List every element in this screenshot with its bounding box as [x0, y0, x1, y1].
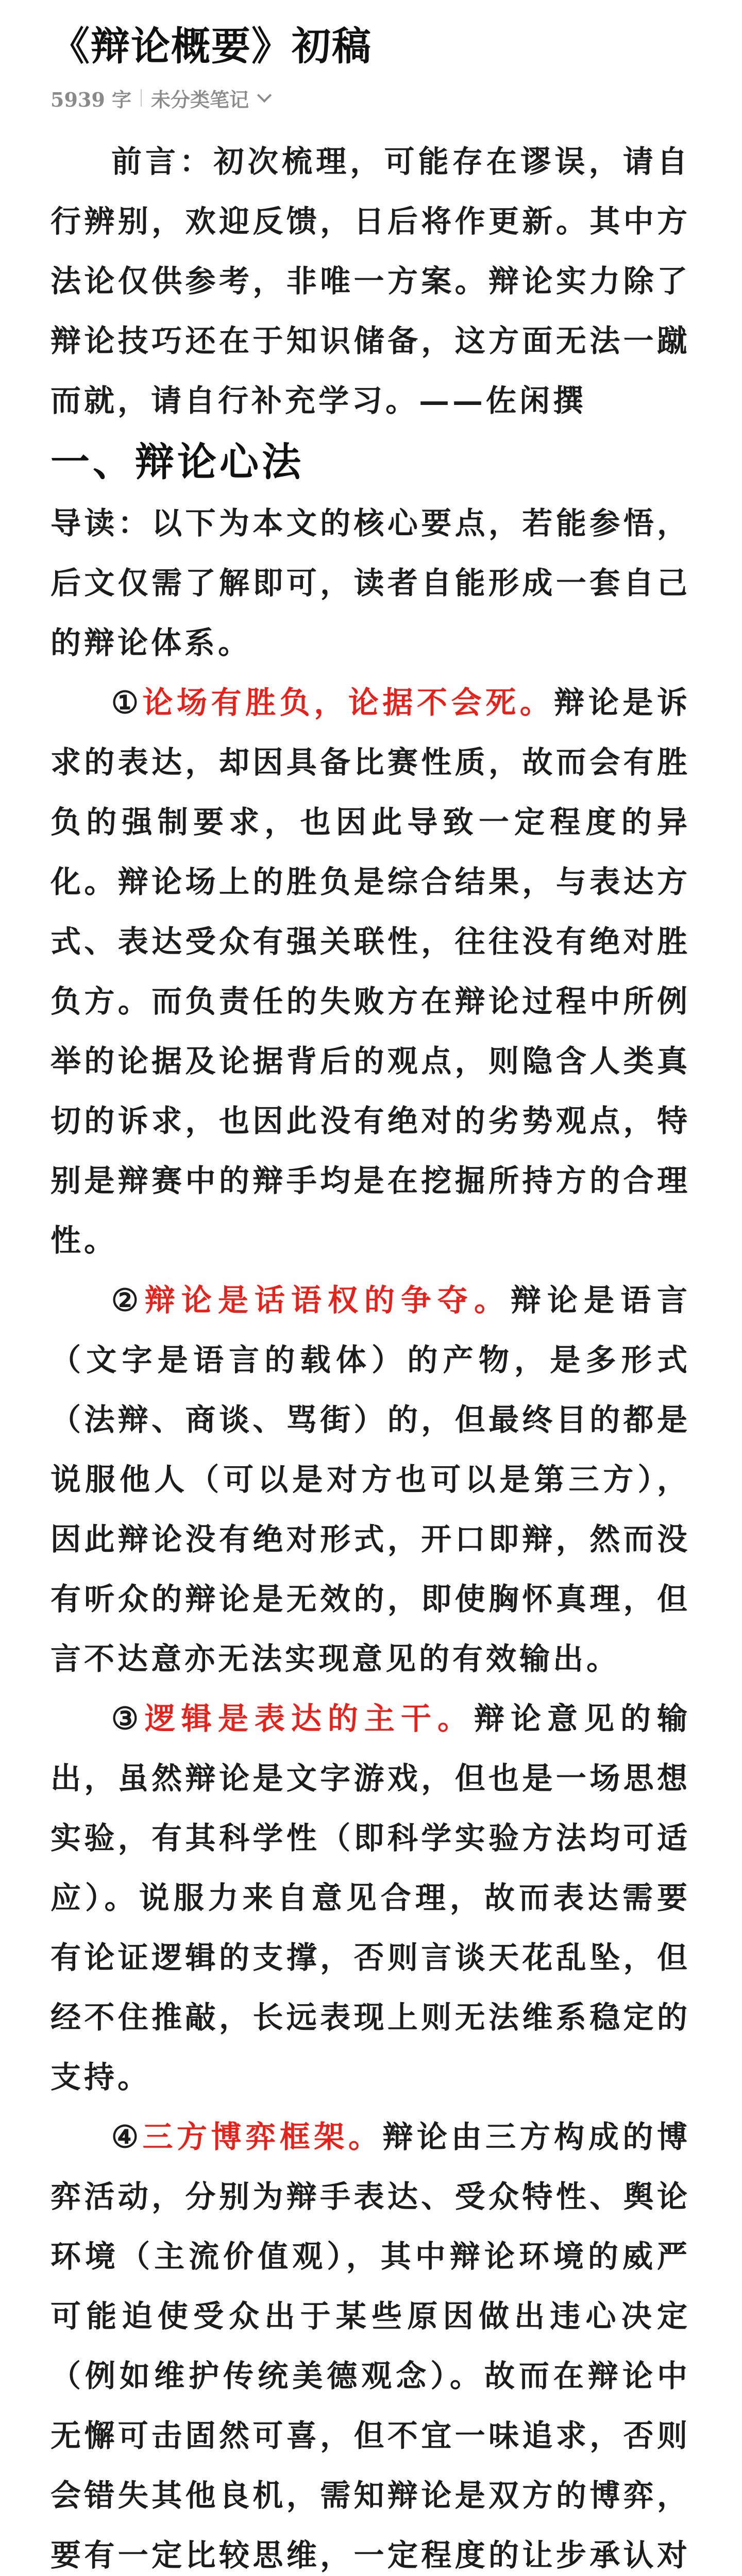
point-title: 辩论是话语权的争夺。: [144, 1282, 511, 1318]
point-title: 三方博弈框架。: [142, 2119, 383, 2155]
preface-paragraph: 前言：初次梳理，可能存在谬误，请自行辨别，欢迎反馈，日后将作更新。其中方法论仅供参考，非唯一方案。辩论实力除了辩论技巧还在于知识储备，这方面无法一蹴而就，请自行补充学习。——佐闲撰: [50, 144, 690, 418]
word-count: 5939 字: [50, 88, 131, 111]
section-heading: 一、辩论心法: [50, 439, 304, 485]
point-title: 论场有胜负，论据不会死。: [142, 685, 554, 720]
lead-paragraph: [50, 494, 690, 673]
lead-label: 导读：: [50, 505, 152, 541]
point-text: 辩论由三方构成的博弈活动，分别为辩手表达、受众特性、舆论环境（主流价值观），其中辩论环境的威严可能迫使受众出于某些原因做出违心决定（例如维护传统美德观念）。故而在辩论中无懈可击固然可喜，但不宜一味追求，否则会错失其他良机，需知辩论是双方的博弈，要有一定比较思维，一定程度的让步承认对: [50, 2119, 690, 2573]
point-paragraph: [50, 2107, 690, 2576]
point-text: 辩论是语言（文字是语言的载体）的产物，是多形式（法辩、商谈、骂街）的，但最终目的都是说服他人（可以是对方也可以是第三方），因此辩论没有绝对形式，开口即辩，然而没有听众的辩论是无效的，即使胸怀真理，但言不达意亦无法实现意见的有效输出。: [50, 1282, 690, 1676]
point-paragraph: [50, 1270, 690, 1689]
point-paragraph: [50, 673, 690, 1270]
point-number: ④: [111, 2119, 143, 2155]
point-number: ②: [111, 1282, 145, 1318]
note-title[interactable]: 《辩论概要》初稿: [50, 23, 372, 69]
point-number: ③: [111, 1701, 145, 1736]
meta-divider: [141, 89, 142, 107]
note-body[interactable]: [50, 132, 690, 2576]
point-text: 辩论意见的输出，虽然辩论是文字游戏，但也是一场思想实验，有其科学性（即科学实验方法均可适应）。说服力来自意见合理，故而表达需要有论证逻辑的支撑，否则言谈天花乱坠，但经不住推敲，长远表现上则无法维系稳定的支持。: [50, 1701, 690, 2095]
folder-label: 未分类笔记: [151, 88, 249, 111]
point-number: ①: [111, 685, 143, 720]
lead-text: 以下为本文的核心要点，若能参悟，后文仅需了解即可，读者自能形成一套自己的辩论体系。: [50, 505, 690, 660]
point-text: 辩论是诉求的表达，却因具备比赛性质，故而会有胜负的强制要求，也因此导致一定程度的异化。辩论场上的胜负是综合结果，与表达方式、表达受众有强关联性，往往没有绝对胜负方。而负责任的失败方在辩论过程中所例举的论据及论据背后的观点，则隐含人类真切的诉求，也因此没有绝对的劣势观点，特别是辩赛中的辩手均是在挖掘所持方的合理性。: [50, 685, 690, 1258]
note-meta: [50, 81, 690, 114]
chevron-down-icon: [257, 88, 272, 103]
folder-selector[interactable]: [151, 84, 269, 112]
point-title: 逻辑是表达的主干。: [144, 1701, 474, 1736]
point-paragraph: [50, 1689, 690, 2107]
